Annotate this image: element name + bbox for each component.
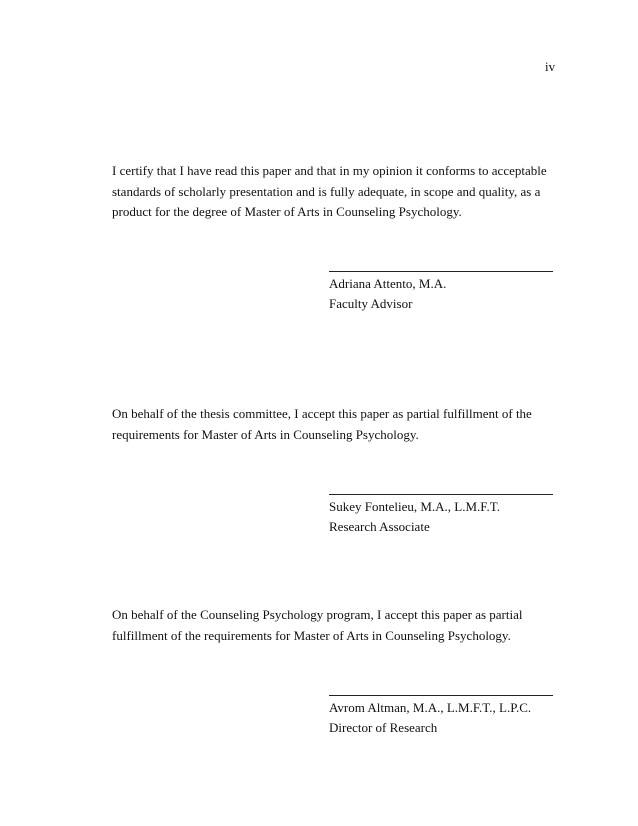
certification-statement: I certify that I have read this paper and that in my opinion it conforms to acceptable standards of scholarly presentation and is fully adequate, in scope and quality, as a product for the degree of Master of Arts in Counseling Psychology. bbox=[112, 163, 547, 219]
signatory-title: Faculty Advisor bbox=[329, 296, 413, 311]
page-number: iv bbox=[545, 59, 556, 74]
research-associate-signature-block bbox=[329, 494, 559, 537]
committee-statement: On behalf of the thesis committee, I accept this paper as partial fulfillment of the requirements for Master of Arts in Counseling Psychology. bbox=[112, 406, 532, 442]
signature-line bbox=[329, 271, 553, 272]
signatory-name: Sukey Fontelieu, M.A., L.M.F.T. bbox=[329, 499, 500, 514]
signatory-name: Avrom Altman, M.A., L.M.F.T., L.P.C. bbox=[329, 700, 532, 715]
signature-line bbox=[329, 695, 553, 696]
program-statement: On behalf of the Counseling Psychology program, I accept this paper as partial fulfillment of the requirements for Master of Arts in Counseling Psychology. bbox=[112, 607, 523, 643]
signatory-title: Research Associate bbox=[329, 519, 430, 534]
signature-line bbox=[329, 494, 553, 495]
signatory-title: Director of Research bbox=[329, 720, 438, 735]
signatory-name: Adriana Attento, M.A. bbox=[329, 276, 447, 291]
director-of-research-signature-block bbox=[329, 695, 559, 738]
faculty-advisor-signature-block bbox=[329, 271, 559, 314]
